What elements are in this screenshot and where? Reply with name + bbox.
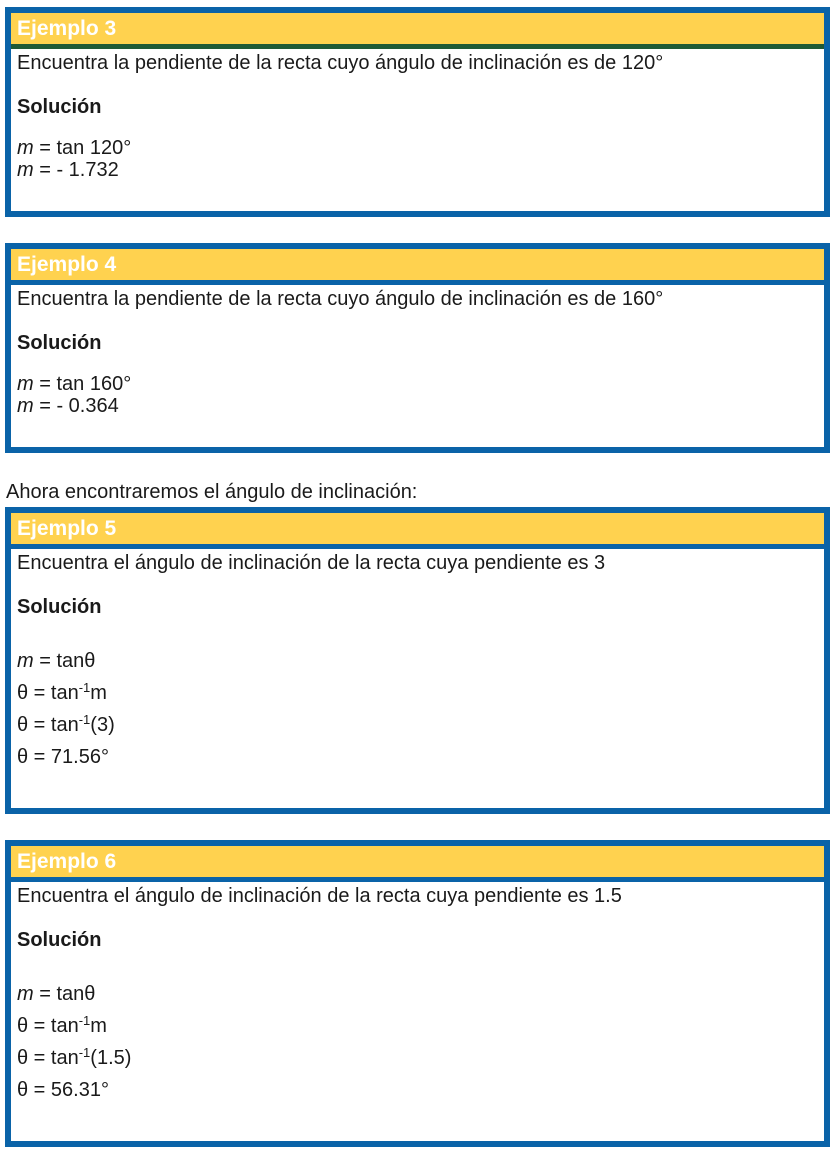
example-5-eq-1: m = tanθ	[17, 650, 96, 672]
example-6-box	[5, 840, 830, 1147]
example-6-eq-2: $\theta = \tan^{-1}m$	[17, 1013, 107, 1037]
example-5-math	[17, 645, 824, 773]
example-6-math	[17, 978, 824, 1106]
example-5-content	[11, 549, 824, 773]
example-3-eq-2: m = - 1.732	[17, 159, 119, 181]
example-3-solution-label: Solución	[17, 96, 102, 118]
example-6-solution-label: Solución	[17, 929, 102, 951]
example-6-eq-3: $\theta = \tan^{-1}(1.5)$	[17, 1045, 132, 1069]
example-5-problem: Encuentra el ángulo de inclinación de la recta cuya pendiente es 3	[17, 552, 606, 574]
example-5-box	[5, 507, 830, 814]
example-4-title: Ejemplo 4	[11, 249, 824, 285]
example-4-eq-1: m = tan 160°	[17, 373, 132, 395]
example-4-eq-2: m = - 0.364	[17, 395, 119, 417]
example-5-solution-label: Solución	[17, 596, 102, 618]
example-5-eq-4: θ = 71.56°	[17, 746, 109, 768]
example-3-eq-1: m = tan 120°	[17, 137, 132, 159]
example-6-eq-4: θ = 56.31°	[17, 1079, 109, 1101]
example-4-math	[17, 373, 824, 417]
example-6-eq-1: m = tanθ	[17, 983, 96, 1005]
example-4-box	[5, 243, 830, 453]
intro-text: Ahora encontraremos el ángulo de inclinación:	[6, 481, 418, 503]
example-6-content	[11, 882, 824, 1106]
example-5-eq-3: $\theta = \tan^{-1}(3)$	[17, 712, 115, 736]
example-4-content	[11, 285, 824, 417]
example-3-content	[11, 49, 824, 181]
example-5-title: Ejemplo 5	[11, 513, 824, 549]
example-3-problem: Encuentra la pendiente de la recta cuyo ángulo de inclinación es de 120°	[17, 52, 664, 74]
example-6-title: Ejemplo 6	[11, 846, 824, 882]
example-6-problem: Encuentra el ángulo de inclinación de la recta cuya pendiente es 1.5	[17, 885, 622, 907]
example-4-solution-label: Solución	[17, 332, 102, 354]
example-3-box	[5, 7, 830, 217]
example-5-eq-2: $\theta = \tan^{-1}m$	[17, 680, 107, 704]
example-3-title: Ejemplo 3	[11, 13, 824, 49]
example-3-math	[17, 137, 824, 181]
example-4-problem: Encuentra la pendiente de la recta cuyo ángulo de inclinación es de 160°	[17, 288, 664, 310]
